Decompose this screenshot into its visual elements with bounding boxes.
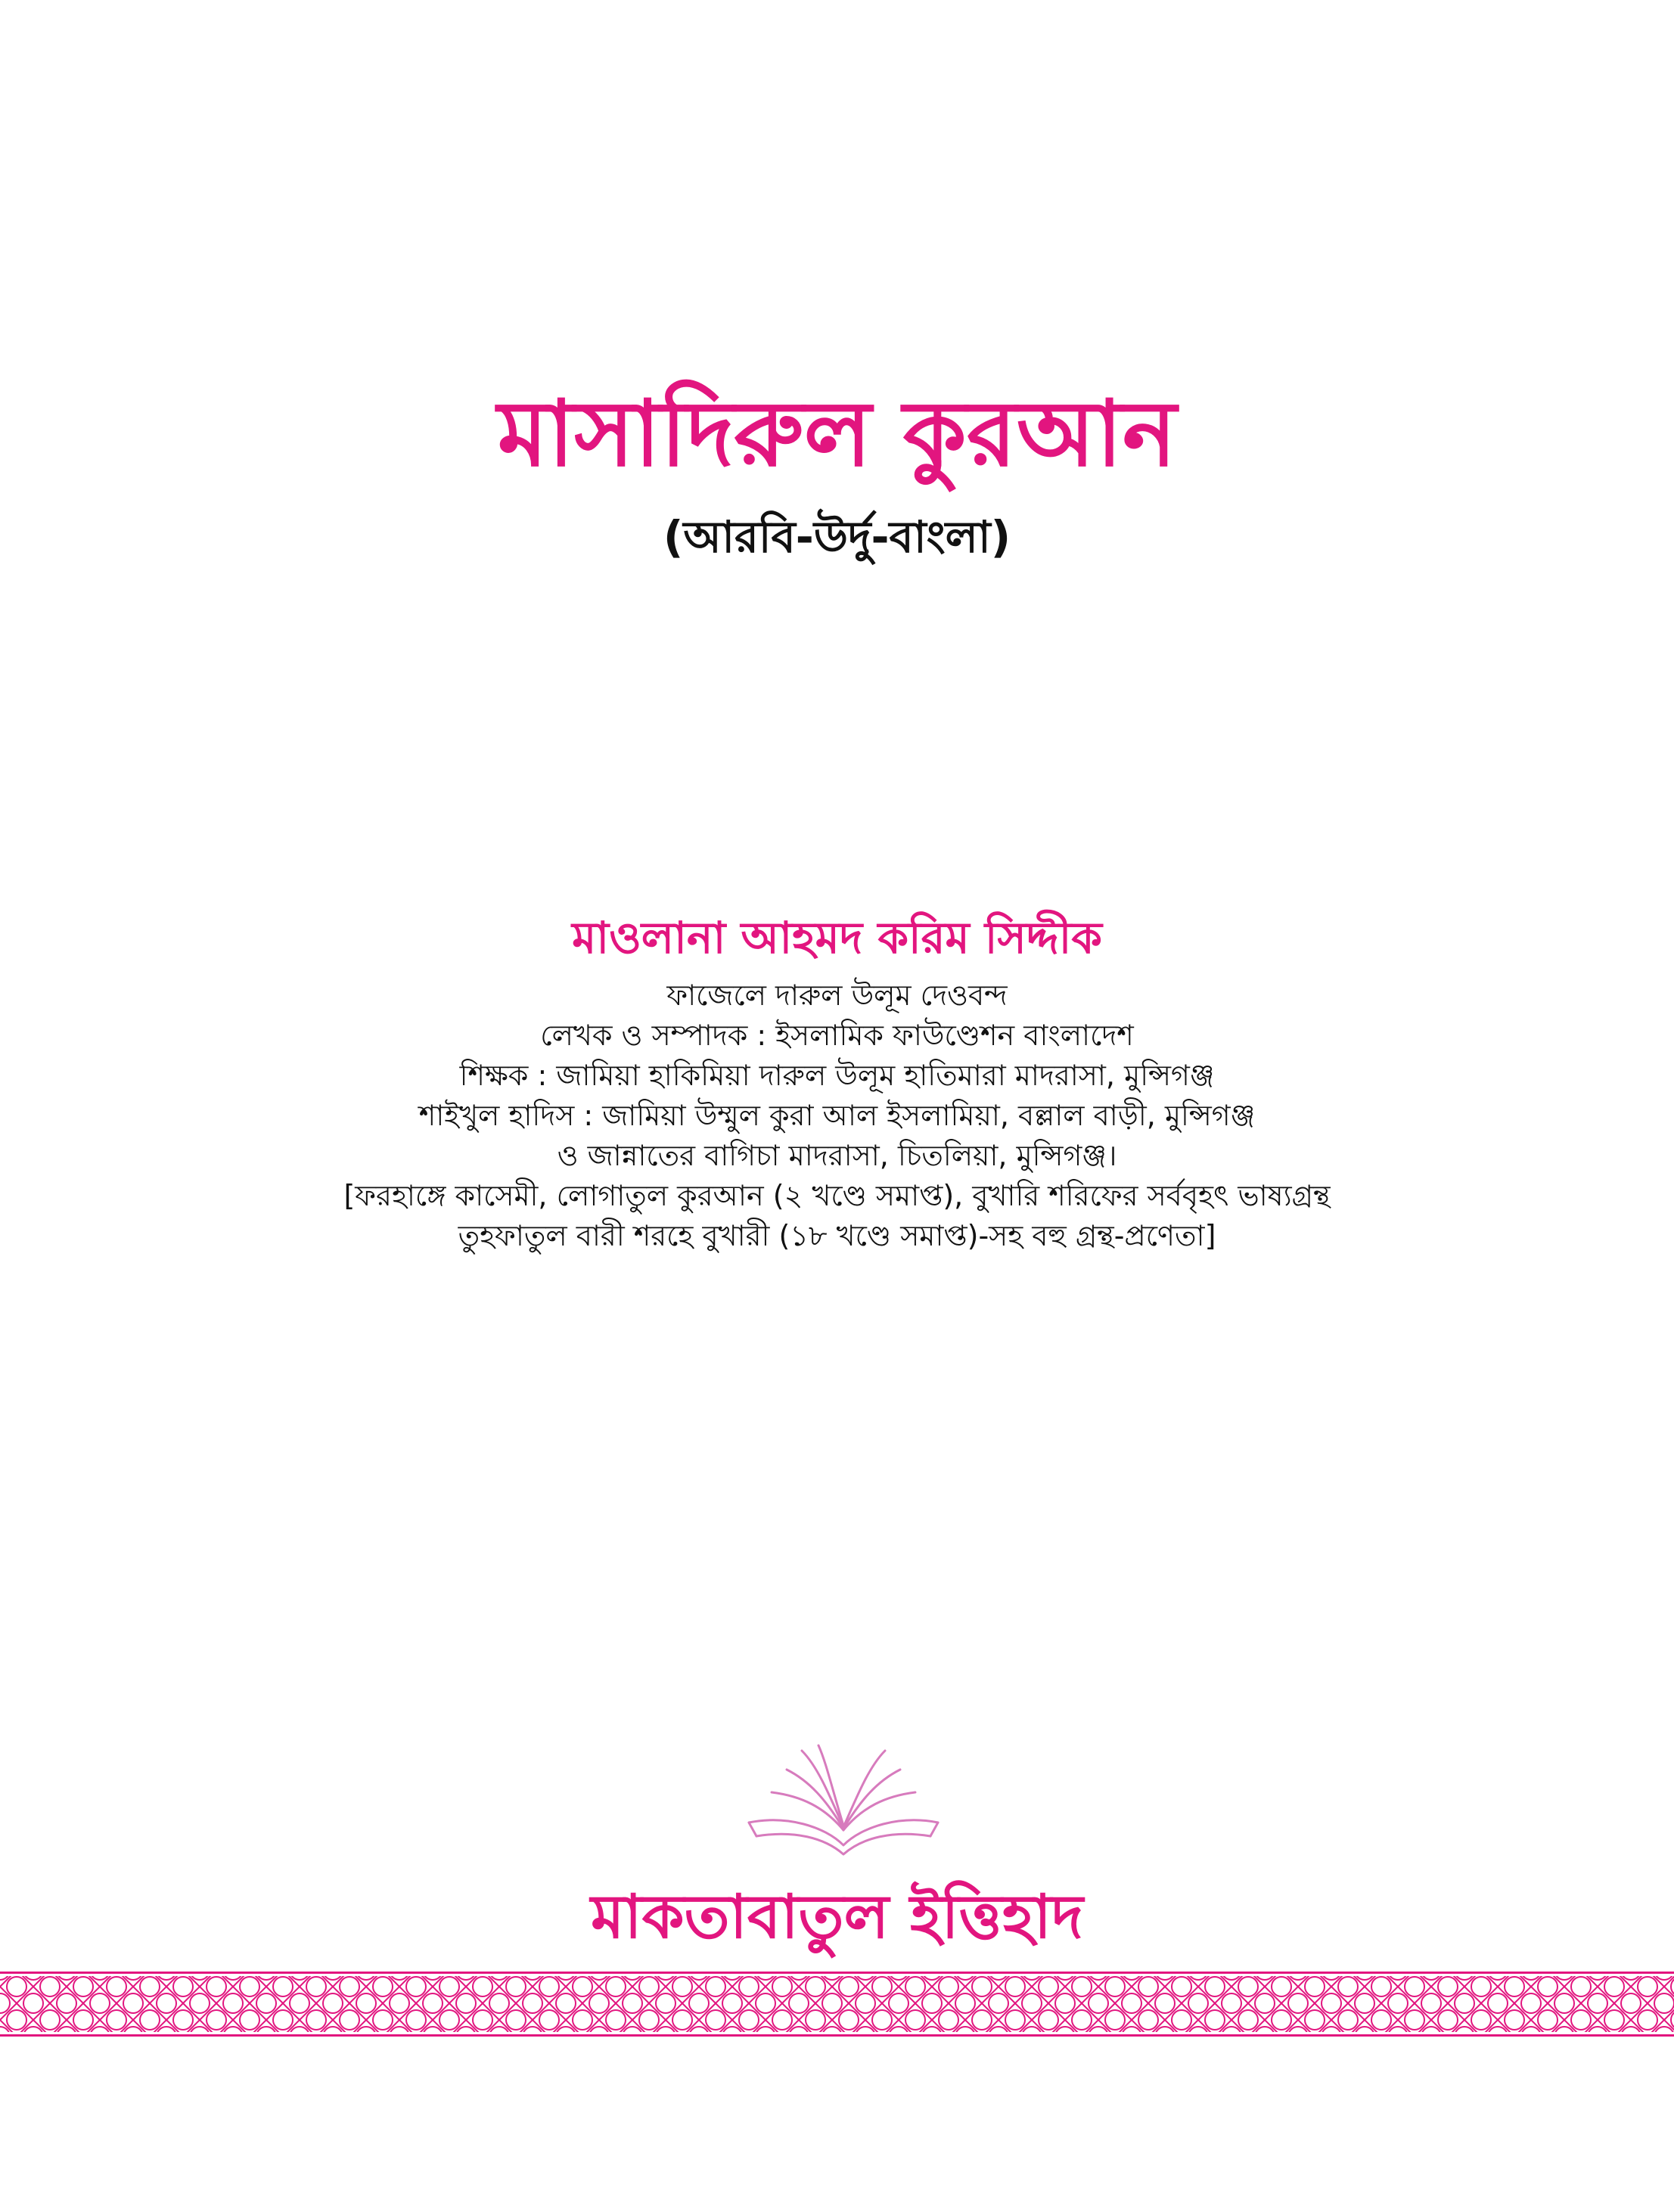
geometric-lattice-pattern [0,1970,1674,2038]
author-name: মাওলানা আহমদ করিম সিদ্দীক [572,912,1102,963]
book-title: মাসাদিরুল কুরআন [497,382,1177,487]
author-bio-line: তুহফাতুল বারী শরহে বুখারী (১৮ খণ্ডে সমাপ্ত)-সহ বহু গ্রন্থ-প্রণেতা] [458,1219,1216,1252]
author-bio-line: শাইখুল হাদিস : জামিয়া উম্মুল কুরা আল ইসলামিয়া, বল্লাল বাড়ী, মুন্সিগঞ্জ [418,1099,1256,1132]
open-book-icon [741,1739,946,1860]
author-bio-line: ও জান্নাতের বাগিচা মাদরাসা, চিতলিয়া, মুন্সিগঞ্জ। [557,1139,1117,1172]
author-bio-line: ফাজেলে দারুল উলূম দেওবন্দ [666,979,1008,1012]
author-bio [0,976,1674,1256]
book-subtitle: (আরবি-উর্দু-বাংলা) [663,511,1011,563]
author-bio-line: লেখক ও সম্পাদক : ইসলামিক ফাউণ্ডেশন বাংলাদেশ [540,1019,1134,1052]
author-bio-line: শিক্ষক : জামিয়া হাকিমিয়া দারুল উলূম হাতিমারা মাদরাসা, মুন্সিগঞ্জ [459,1059,1215,1092]
author-bio-line: [ফরহাঙ্গে কাসেমী, লোগাতুল কুরআন (২ খণ্ডে সমাপ্ত), বুখারি শরিফের সর্ববৃহৎ ভাষ্যগ্রন্থ [343,1179,1331,1212]
publisher-name: মাকতাবাতুল ইত্তিহাদ [591,1882,1083,1952]
